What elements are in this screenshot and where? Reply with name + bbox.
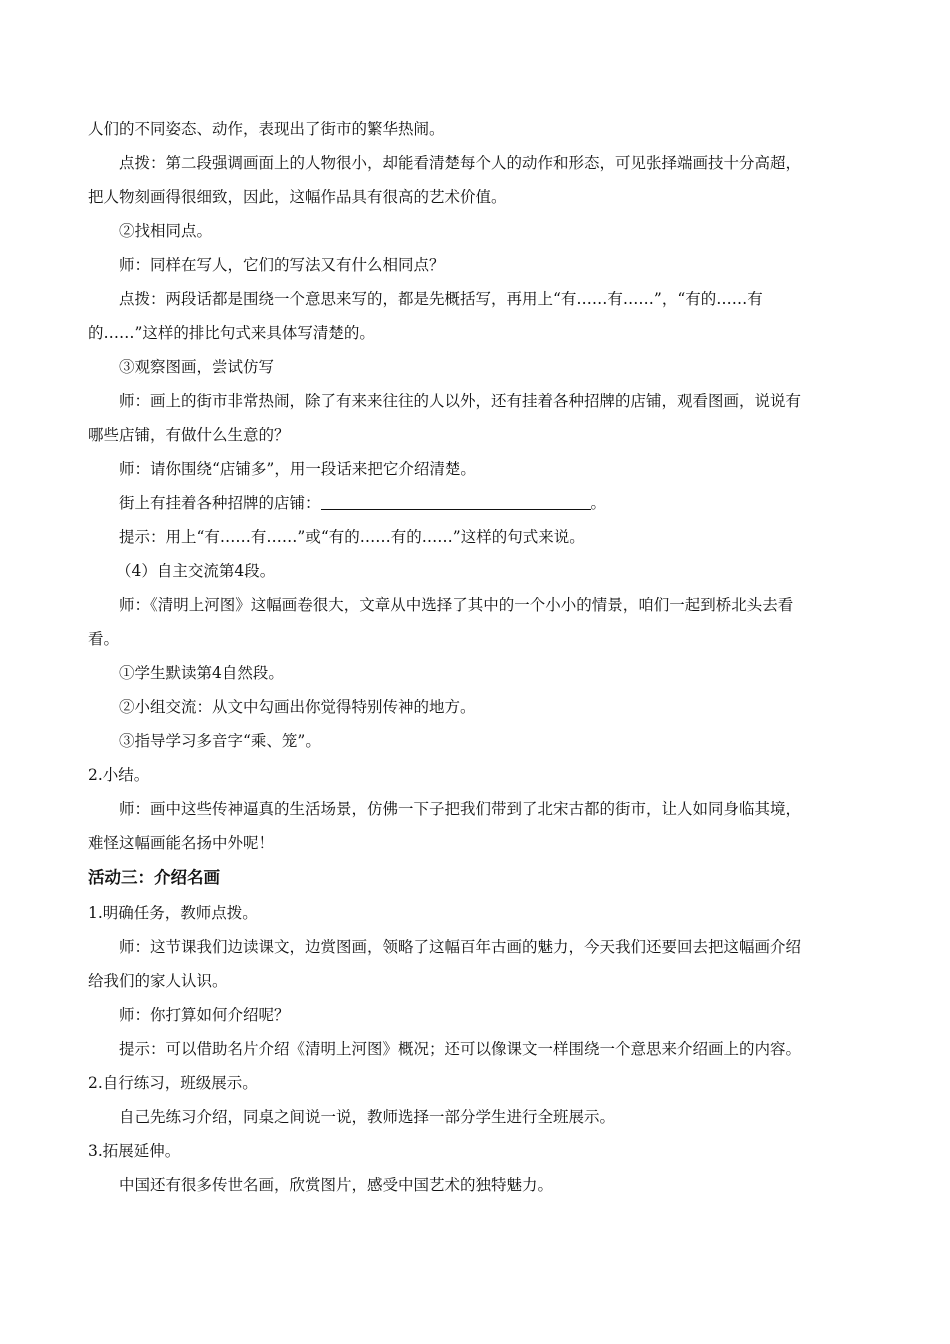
paragraph-line: 点拨：第二段强调画面上的人物很小，却能看清楚每个人的动作和形态，可见张择端画技十分高超， [119, 154, 802, 172]
paragraph-line: 的……”这样的排比句式来具体写清楚的。 [88, 324, 375, 342]
fill-in-end: 。 [590, 494, 607, 512]
paragraph-line: ②找相同点。 [119, 222, 213, 240]
paragraph-line: ③指导学习多音字“乘、笼”。 [119, 732, 321, 750]
paragraph-line: 师：画上的街市非常热闹，除了有来来往往的人以外，还有挂着各种招牌的店铺，观看图画，说说有 [119, 392, 802, 410]
paragraph-line: 师：同样在写人，它们的写法又有什么相同点？ [119, 256, 445, 274]
paragraph-line: （4）自主交流第4段。 [116, 562, 276, 580]
paragraph-line: 人们的不同姿态、动作，表现出了街市的繁华热闹。 [88, 120, 445, 138]
paragraph-line: 哪些店铺，有做什么生意的？ [88, 426, 290, 444]
paragraph-line: 提示：用上“有……有……”或“有的……有的……”这样的句式来说。 [119, 528, 585, 546]
fill-in-prompt: 街上有挂着各种招牌的店铺： [119, 494, 321, 512]
paragraph-line: 提示：可以借助名片介绍《清明上河图》概况；还可以像课文一样围绕一个意思来介绍画上的内容。 [119, 1040, 802, 1058]
paragraph-line: ③观察图画，尝试仿写 [119, 358, 275, 376]
paragraph-line: 2.自行练习，班级展示。 [88, 1074, 258, 1092]
paragraph-line: 给我们的家人认识。 [88, 972, 228, 990]
fill-in-line [88, 486, 863, 520]
paragraph-line: 3.拓展延伸。 [88, 1142, 181, 1160]
document-page [88, 112, 863, 1202]
answer-blank[interactable] [321, 493, 591, 510]
paragraph-line: 2.小结。 [88, 766, 150, 784]
paragraph-line: 师：你打算如何介绍呢？ [119, 1006, 290, 1024]
paragraph-line: 把人物刻画得很细致，因此，这幅作品具有很高的艺术价值。 [88, 188, 507, 206]
paragraph-line: 中国还有很多传世名画，欣赏图片，感受中国艺术的独特魅力。 [119, 1176, 554, 1194]
paragraph-line: 看。 [88, 630, 120, 648]
paragraph-line: ②小组交流：从文中勾画出你觉得特别传神的地方。 [119, 698, 476, 716]
section-heading: 活动三：介绍名画 [88, 868, 220, 887]
paragraph-line: 点拨：两段话都是围绕一个意思来写的，都是先概括写，再用上“有……有……”，“有的……有 [119, 290, 763, 308]
paragraph-line: 自己先练习介绍，同桌之间说一说，教师选择一部分学生进行全班展示。 [119, 1108, 616, 1126]
paragraph-line: 师：这节课我们边读课文，边赏图画，领略了这幅百年古画的魅力，今天我们还要回去把这幅画介绍 [119, 938, 802, 956]
paragraph-line: 1.明确任务，教师点拨。 [88, 904, 258, 922]
paragraph-line: 师：《清明上河图》这幅画卷很大，文章从中选择了其中的一个小小的情景，咱们一起到桥北头去看 [119, 596, 794, 614]
paragraph-line: 师：画中这些传神逼真的生活场景，仿佛一下子把我们带到了北宋古都的街市，让人如同身临其境， [119, 800, 802, 818]
paragraph-line: 难怪这幅画能名扬中外呢！ [88, 834, 275, 852]
paragraph-line: ①学生默读第4自然段。 [119, 664, 284, 682]
paragraph-line: 师：请你围绕“店铺多”，用一段话来把它介绍清楚。 [119, 460, 476, 478]
